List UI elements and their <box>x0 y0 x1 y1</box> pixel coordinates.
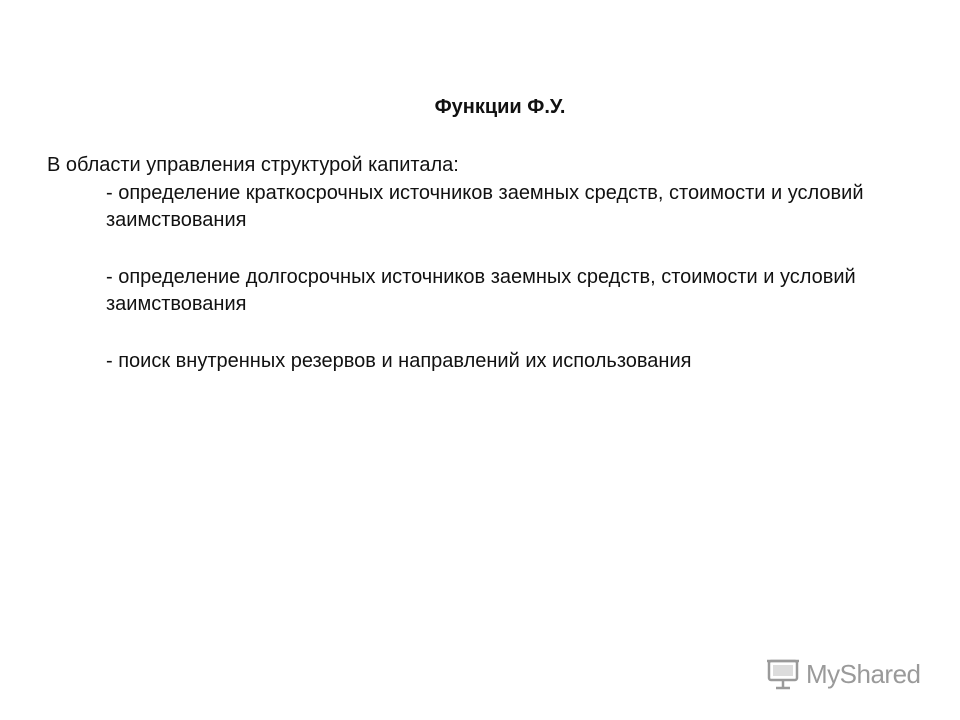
watermark-text: MyShared <box>806 658 921 689</box>
watermark <box>766 654 921 694</box>
content-section <box>47 153 907 375</box>
function-list <box>106 180 907 375</box>
slide-title: Функции Ф.У. <box>434 96 566 118</box>
list-item: - определение краткосрочных источников заемных средств, стоимости и условий заимствования <box>106 182 864 231</box>
list-item: - поиск внутренных резервов и направлений их использования <box>106 350 692 372</box>
list-item: - определение долгосрочных источников заемных средств, стоимости и условий заимствования <box>106 266 856 315</box>
presentation-board-icon <box>766 657 800 691</box>
section-heading: В области управления структурой капитала: <box>47 154 459 176</box>
